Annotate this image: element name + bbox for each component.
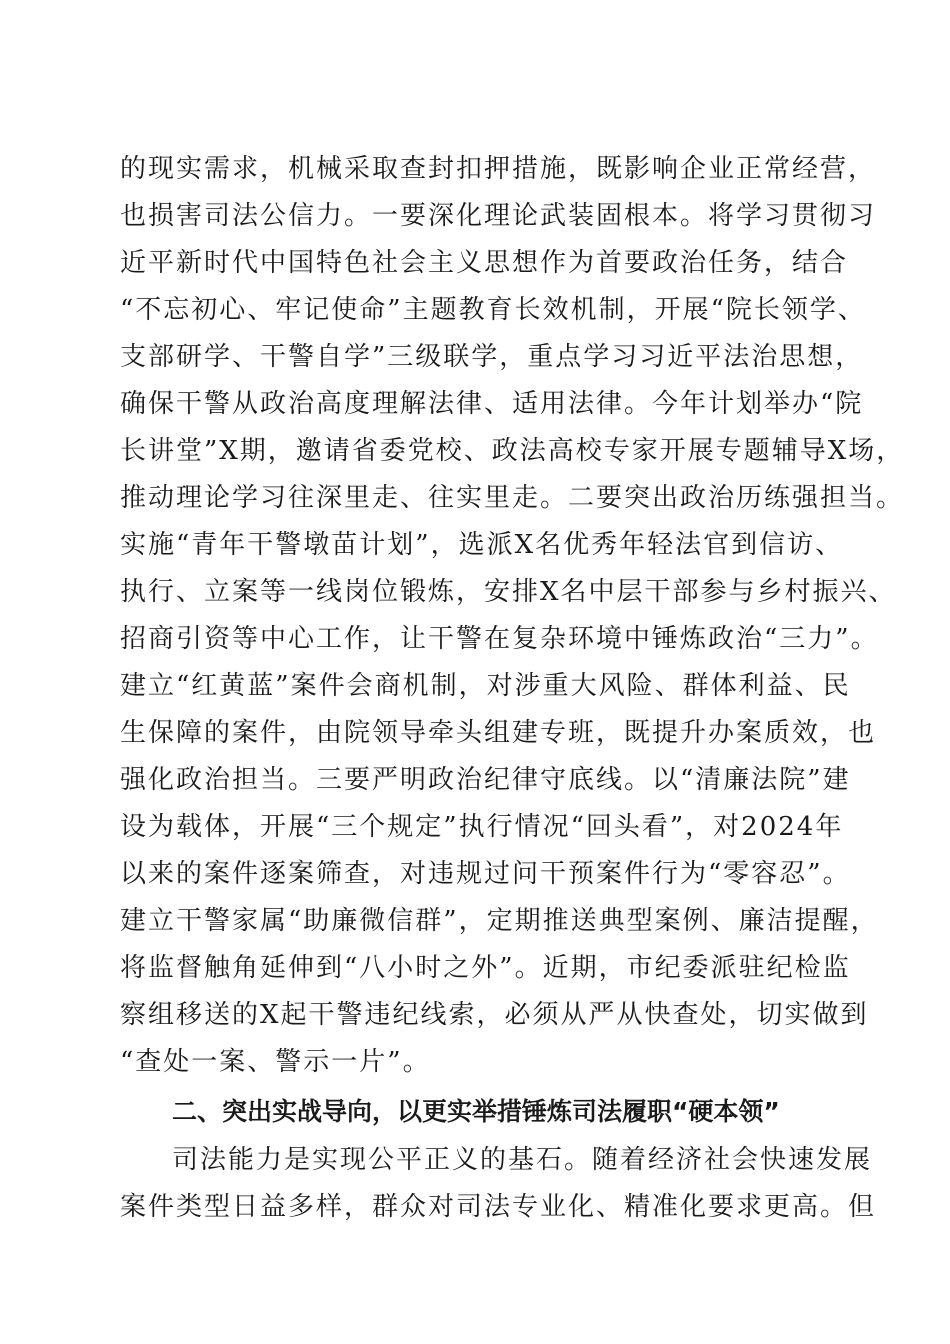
body-line: 设为载体，开展“三个规定”执行情况“回头看”，对2024年 xyxy=(120,812,844,842)
body-line: 司法能力是实现公平正义的基石。随着经济社会快速发展 xyxy=(172,1145,873,1175)
body-line: 生保障的案件，由院领导牵头组建专班，既提升办案质效，也 xyxy=(120,718,877,748)
body-line: 案件类型日益多样，群众对司法专业化、精准化要求更高。但 xyxy=(120,1192,877,1222)
body-line: 确保干警从政治高度理解法律、适用法律。今年计划举办“院 xyxy=(120,389,864,419)
body-line: 支部研学、干警自学”三级联学，重点学习习近平法治思想， xyxy=(120,342,864,372)
body-line: 察组移送的X起干警违纪线索，必须从严从快查处，切实做到 xyxy=(120,1000,869,1030)
body-line: 也损害司法公信力。一要深化理论武装固根本。将学习贯彻习 xyxy=(120,201,877,231)
body-line: 的现实需求，机械采取查封扣押措施，既影响企业正常经营， xyxy=(120,154,877,184)
body-line: 将监督触角延伸到“八小时之外”。近期，市纪委派驻纪检监 xyxy=(120,953,851,983)
body-line: “查处一案、警示一片”。 xyxy=(120,1047,431,1077)
body-line: 强化政治担当。三要严明政治纪律守底线。以“清廉法院”建 xyxy=(120,765,851,795)
body-line: 长讲堂”X期，邀请省委党校、政法高校专家开展专题辅导X场， xyxy=(120,436,905,466)
body-line: 招商引资等中心工作，让干警在复杂环境中锤炼政治“三力”。 xyxy=(120,624,879,654)
body-line: 以来的案件逐案筛查，对违规过问干预案件行为“零容忍”。 xyxy=(120,859,851,889)
body-line: 推动理论学习往深里走、往实里走。二要突出政治历练强担当。 xyxy=(120,483,905,513)
body-line: 建立“红黄蓝”案件会商机制，对涉重大风险、群体利益、民 xyxy=(120,671,851,701)
body-line: “不忘初心、牢记使命”主题教育长效机制，开展“院长领学、 xyxy=(120,295,866,325)
body-line: 近平新时代中国特色社会主义思想作为首要政治任务，结合 xyxy=(120,248,849,278)
body-line: 建立干警家属“助廉微信群”，定期推送典型案例、廉洁提醒， xyxy=(120,906,879,936)
section-heading: 二、突出实战导向，以更实举措锤炼司法履职“硬本领” xyxy=(172,1097,780,1126)
body-line: 实施“青年干警墩苗计划”，选派X名优秀年轻法官到信访、 xyxy=(120,530,844,560)
body-line: 执行、立案等一线岗位锻炼，安排X名中层干部参与乡村振兴、 xyxy=(120,577,897,607)
